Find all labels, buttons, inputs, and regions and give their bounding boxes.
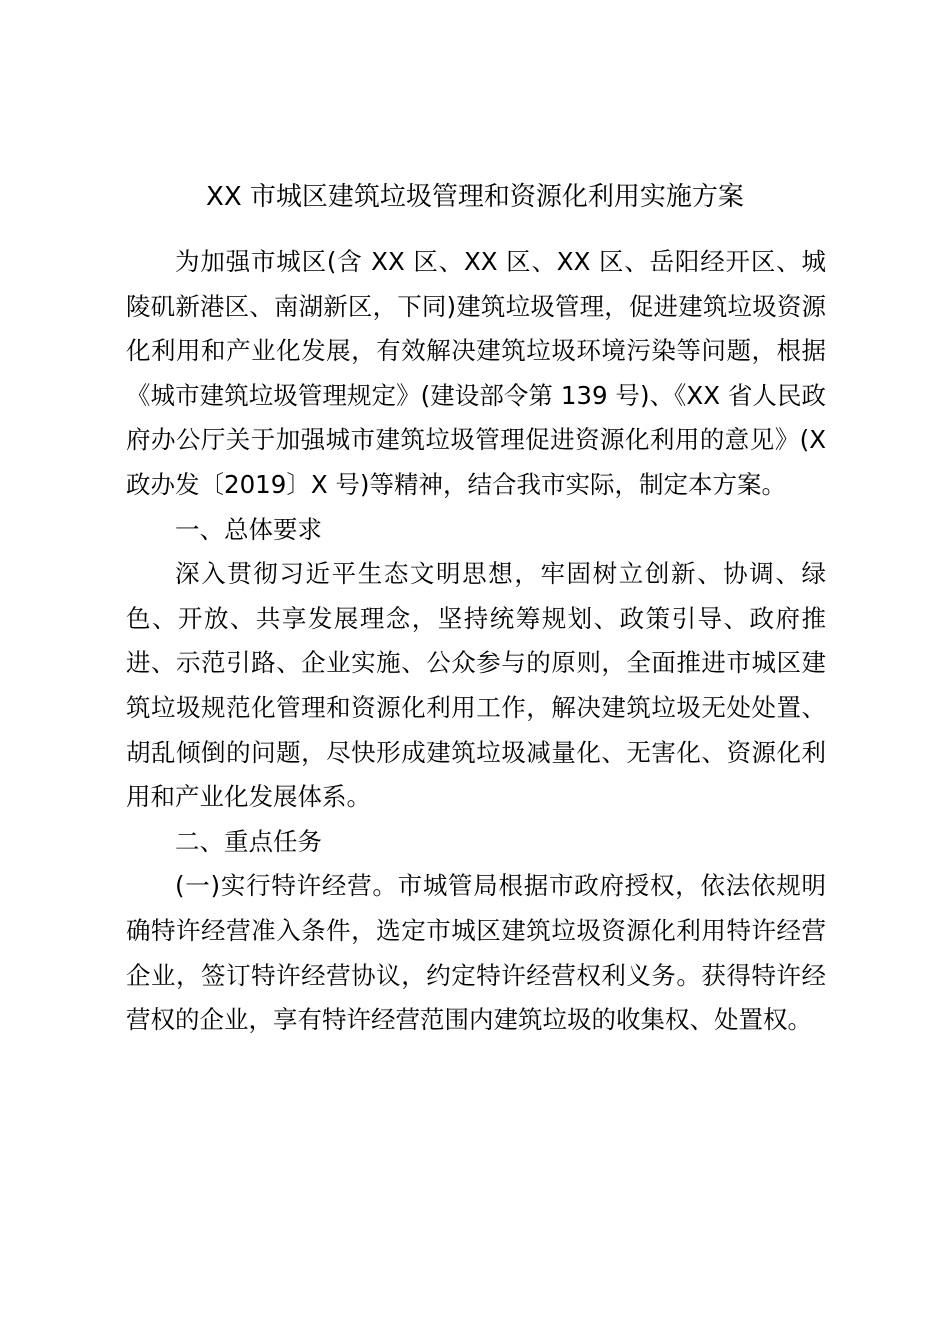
document-body — [126, 240, 826, 1043]
intro-paragraph: 为加强市城区(含 XX 区、XX 区、XX 区、岳阳经开区、城陵矶新港区、南湖新区，下同)建筑垃圾管理，促进建筑垃圾资源化利用和产业化发展，有效解决建筑垃圾环境污染等问题，根据《城市建筑垃圾管理规定》(建设部令第 139 号)、《XX 省人民政府办公厅关于加强城市建筑垃圾管理促进资源化利用的意见》(X 政办发〔2019〕X 号)等精神，结合我市实际，制定本方案。 — [126, 247, 826, 499]
section-heading-general-requirements: 一、总体要求 — [175, 514, 322, 544]
general-requirements-paragraph: 深入贯彻习近平生态文明思想，牢固树立创新、协调、绿色、开放、共享发展理念，坚持统筹规划、政策引导、政府推进、示范引路、企业实施、公众参与的原则，全面推进市城区建筑垃圾规范化管理和资源化利用工作，解决建筑垃圾无处处置、胡乱倾倒的问题，尽快形成建筑垃圾减量化、无害化、资源化利用和产业化发展体系。 — [126, 559, 826, 812]
key-task-franchise-paragraph: (一)实行特许经营。市城管局根据市政府授权，依法依规明确特许经营准入条件，选定市城区建筑垃圾资源化利用特许经营企业，签订特许经营协议，约定特许经营权利义务。获得特许经营权的企业，享有特许经营范围内建筑垃圾的收集权、处置权。 — [126, 871, 826, 1035]
section-heading-key-tasks: 二、重点任务 — [175, 826, 322, 856]
document-title: XX 市城区建筑垃圾管理和资源化利用实施方案 — [206, 182, 744, 212]
